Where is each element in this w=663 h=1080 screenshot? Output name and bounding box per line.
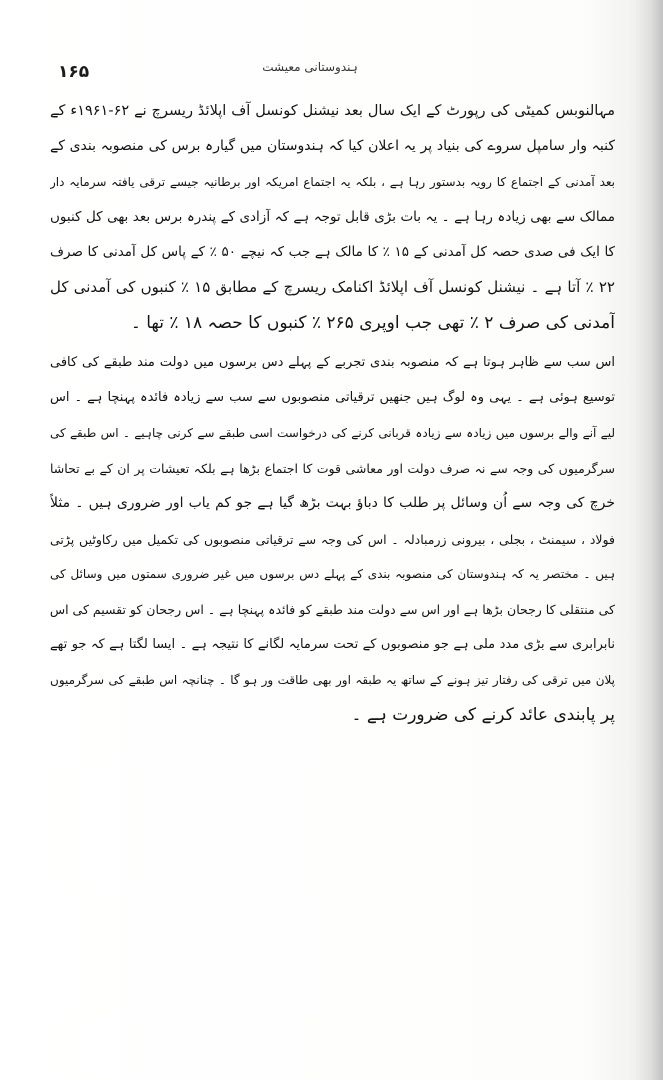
text-line: خرچ کی وجہ سے اُن وسائل پر طلب کا دباؤ بہت بڑھ گیا ہے جو کم یاب اور ضروری ہیں ۔ مثلاً [50,495,615,512]
text-line: کنبہ وار سامپل سروے کی بنیاد پر یہ اعلان کیا کہ ہندوستان میں گیارہ برس کی منصوبہ بندی کے [50,138,615,155]
text-line: توسیع ہوئی ہے ۔ یہی وہ لوگ ہیں جنھیں ترقیاتی منصوبوں سے سب سے زیادہ فائدہ پہنچا ہے ۔ اس [50,390,615,406]
text-line: سرگرمیوں کی وجہ سے نہ صرف دولت اور معاشی قوت کا اجتماع بڑھا ہے بلکہ تعیشات پر ان کے بے تحاشا [50,460,615,476]
text-line: ہیں ۔ مختصر یہ کہ ہندوستان کی منصوبہ بندی کے پہلے دس برسوں میں غیر ضروری سمتوں میں وسائل کی [50,566,615,581]
text-line: ممالک سے بھی زیادہ رہا ہے ۔ یہ بات بڑی قابل توجہ ہے کہ آزادی کے پندرہ برس بعد بھی کل کنبوں [50,208,615,225]
text-line: پلان میں ترقی کی رفتار تیز ہونے کے ساتھ یہ طبقہ اور بھی طاقت ور ہو گا ۔ چنانچہ اس طبقے کی سرگرمیوں [50,672,615,687]
body-text [50,94,615,737]
text-line: اس سب سے ظاہر ہوتا ہے کہ منصوبہ بندی تجربے کے پہلے دس برسوں میں دولت مند طبقے کی کافی [50,355,615,371]
text-line: فولاد ، سیمنٹ ، بجلی ، بیرونی زرمبادلہ ۔ اس کی وجہ سے ترقیاتی منصوبوں کی تکمیل میں رکاوٹیں پڑتی [50,531,615,547]
text-line: کی منتقلی کا رجحان بڑھا ہے اور اس سے دولت مند طبقے کو فائدہ پہنچا ہے ۔ اس رجحان کو تقسیم کی اس [50,602,615,618]
text-line: لیے آنے والے برسوں میں زیادہ سے زیادہ قربانی کرنے کی درخواست اسی طبقے سے کرنی چاہیے ۔ اس طبقے کی [50,425,615,440]
text-line: مہالنوبس کمیٹی کی رپورٹ کے ایک سال بعد نیشنل کونسل آف اپلائڈ ریسرچ نے ۶۲-۱۹۶۱ء کے [50,103,615,119]
text-line: کا ایک فی صدی حصہ کل آمدنی کے ۱۵ ٪ کا مالک ہے جب کہ نیچے ۵۰ ٪ کے پاس کل آمدنی کا صرف [50,244,615,261]
text-line: ۲۲ ٪ آتا ہے ۔ نیشنل کونسل آف اپلائڈ اکنامک ریسرچ کے مطابق ۱۵ ٪ کنبوں کی آمدنی کل [50,278,615,297]
paragraph-1 [50,94,615,341]
page-number: ۱۶۵ [58,62,90,82]
paragraph-2 [50,345,615,733]
page-gutter-shadow [636,0,663,1080]
text-line: بعد آمدنی کے اجتماع کا رویہ بدستور رہا ہے ، بلکہ یہ اجتماع امریکہ اور برطانیہ جیسے ترقی یافتہ سرمایہ دار [50,174,615,189]
text-line: نابرابری سے بڑی مدد ملی ہے جو منصوبوں کے تحت سرمایہ لگانے کا نتیجہ ہے ۔ ایسا لگتا ہے کہ جو تھے [50,637,615,653]
text-line: پر پابندی عائد کرنے کی ضرورت ہے ۔ [351,705,615,726]
text-line: آمدنی کی صرف ۲ ٪ تھی جب اوپری ۲۶۵ ٪ کنبوں کا حصہ ۱۸ ٪ تھا ۔ [130,312,615,333]
running-head: ہندوستانی معیشت [262,60,358,74]
